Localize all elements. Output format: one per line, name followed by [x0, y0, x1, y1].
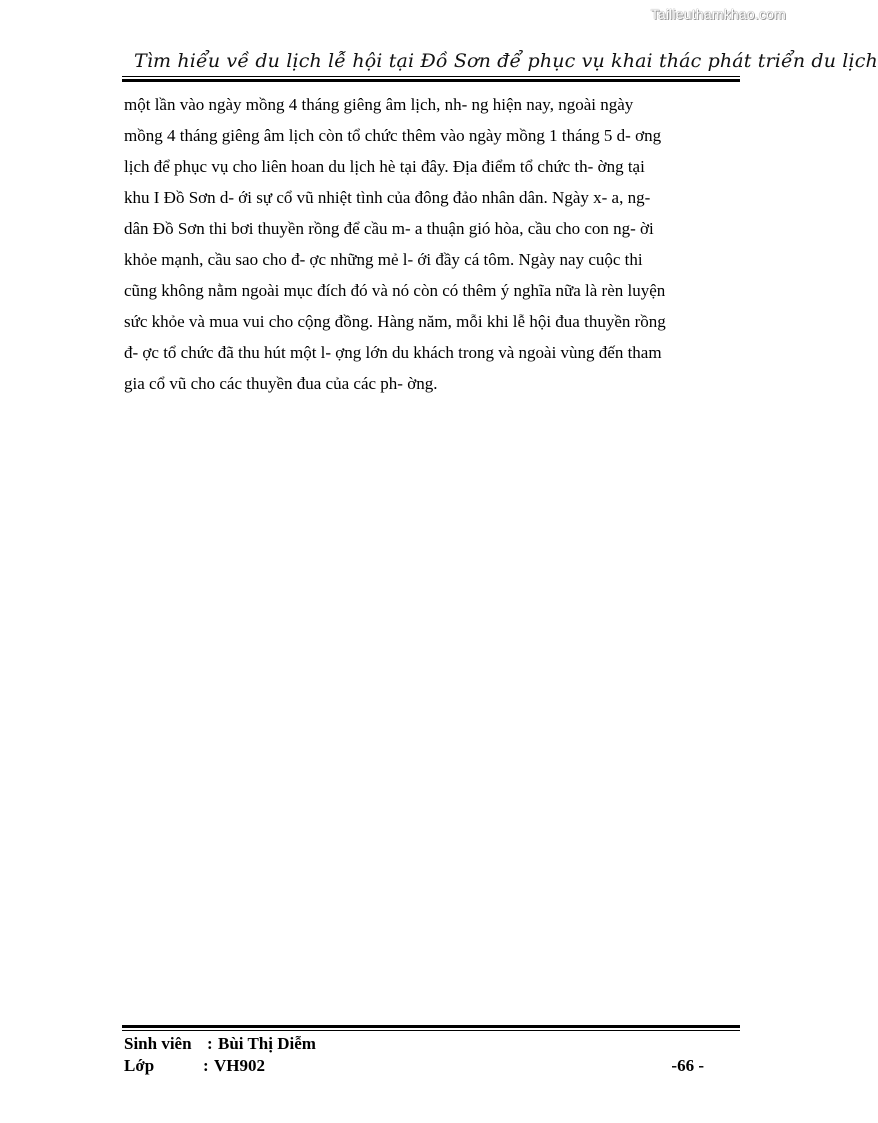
- footer-student-row: [124, 1033, 704, 1055]
- watermark-text: Tailieuthamkhao.com: [650, 6, 786, 22]
- header-rule-thin: [122, 76, 740, 77]
- student-colon: :: [207, 1034, 213, 1053]
- body-line: dân Đồ Sơn thi bơi thuyền rồng để cầu m- a thuận gió hòa, cầu cho con ng- ời: [124, 219, 654, 238]
- page-footer: [124, 1033, 704, 1077]
- footer-rule-thin: [122, 1030, 740, 1031]
- page-header: [122, 48, 878, 78]
- body-line: sức khỏe và mua vui cho cộng đồng. Hàng năm, mỗi khi lễ hội đua thuyền rồng: [124, 312, 666, 331]
- body-line: đ- ợc tổ chức đã thu hút một l- ợng lớn du khách trong và ngoài vùng đến tham: [124, 343, 662, 362]
- body-line: cũng không nằm ngoài mục đích đó và nó còn có thêm ý nghĩa nữa là rèn luyện: [124, 281, 666, 300]
- class-value: VH902: [214, 1056, 265, 1075]
- body-line: mồng 4 tháng giêng âm lịch còn tổ chức thêm vào ngày mồng 1 tháng 5 d- ơng: [124, 126, 662, 145]
- class-colon: :: [203, 1056, 209, 1075]
- class-label: Lớp: [124, 1056, 155, 1075]
- header-rule-thick: [122, 79, 740, 82]
- body-line: gia cổ vũ cho các thuyền đua của các ph- ờng.: [124, 374, 438, 393]
- page-number: -66 -: [671, 1056, 704, 1075]
- student-label: Sinh viên: [124, 1034, 192, 1053]
- header-title: Tìm hiểu về du lịch lễ hội tại Đồ Sơn để phục vụ khai thác phát triển du lịch: [134, 50, 878, 72]
- body-line: một lần vào ngày mồng 4 tháng giêng âm lịch, nh- ng hiện nay, ngoài ngày: [124, 95, 634, 114]
- footer-rules: [122, 1025, 740, 1031]
- body-line: khu I Đồ Sơn d- ới sự cổ vũ nhiệt tình của đông đảo nhân dân. Ngày x- a, ng-: [124, 188, 651, 207]
- body-paragraph: [124, 89, 724, 399]
- footer-rule-thick: [122, 1025, 740, 1028]
- body-line: khỏe mạnh, cầu sao cho đ- ợc những mẻ l- ới đầy cá tôm. Ngày nay cuộc thi: [124, 250, 643, 269]
- body-line: lịch để phục vụ cho liên hoan du lịch hè tại đây. Địa điểm tổ chức th- ờng tại: [124, 157, 645, 176]
- student-name: Bùi Thị Diễm: [218, 1034, 316, 1053]
- footer-class-row: [124, 1055, 704, 1077]
